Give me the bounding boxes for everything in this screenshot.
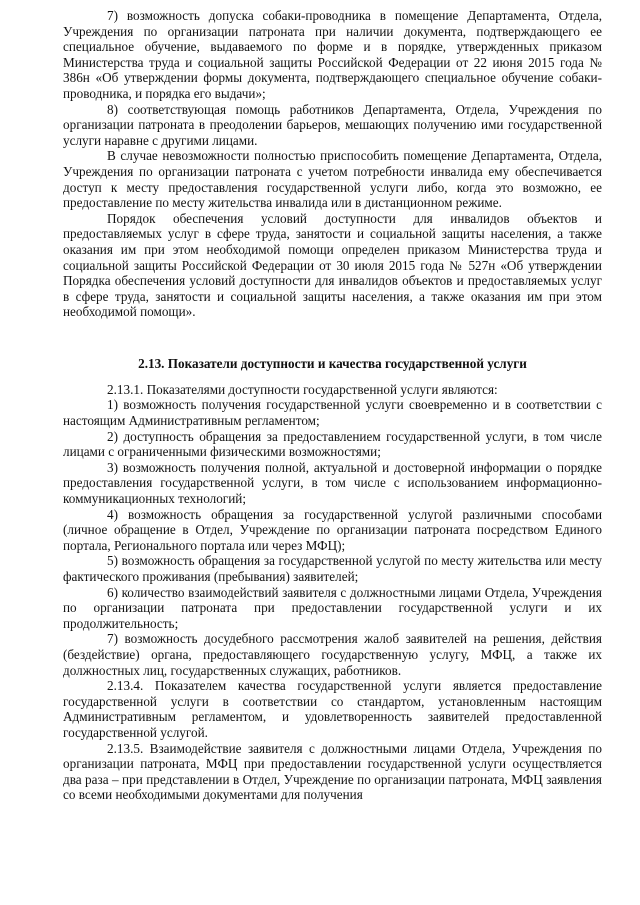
paragraph-premises-adaptation: В случае невозможности полностью приспособить помещение Департамента, Отдела, Учреждения по организации патроната с учетом потребности инвалида ему обеспечивается доступ к месту предоставления государственной услуги либо, когда это возможно, ее предоставление по месту жительства инвалида или в дистанционном режиме. [63, 148, 602, 211]
paragraph-accessibility-order: Порядок обеспечения условий доступности для инвалидов объектов и предоставляемых услуг в сфере труда, занятости и социальной защиты населения, а также оказания им при этом необходимой помощи определен приказом Министерства труда и социальной защиты Российской Федерации от 30 июля 2015 года № 527н «Об утверждении Порядка обеспечения условий доступности для инвалидов объектов и предоставляемых услуг в сфере труда, занятости и социальной защиты населения, а также оказания им при этом необходимой помощи». [63, 210, 602, 320]
paragraph-item-8-assistance: 8) соответствующая помощь работников Департамента, Отдела, Учреждения по организации патроната в преодолении барьеров, мешающих получению ими государственной услуги наравне с другими лицами. [63, 101, 602, 148]
paragraph-2-13-5: 2.13.5. Взаимодействие заявителя с должностными лицами Отдела, Учреждения по организации патроната, МФЦ при предоставлении государственной услуги осуществляется два раза – при представлении в Отдел, Учреждение по организации патроната, МФЦ заявления со всеми необходимыми документами для получения [63, 740, 602, 803]
section-heading: 2.13. Показатели доступности и качества государственной услуги [138, 355, 527, 371]
list-item-2: 2) доступность обращения за предоставлением государственной услуги, в том числе лицами с ограниченными физическими возможностями; [63, 428, 602, 460]
list-item-6: 6) количество взаимодействий заявителя с должностными лицами Отдела, Учреждения по организации патроната при предоставлении государственной услуги и их продолжительность; [63, 584, 602, 631]
paragraph-item-7-guide-dog: 7) возможность допуска собаки-проводника в помещение Департамента, Отдела, Учреждения по организации патроната при наличии документа, подтверждающего ее специальное обучение, выдаваемого по форме и в порядке, утвержденных приказом Министерства труда и социальной защиты Российской Федерации от 22 июня 2015 года № 386н «Об утверждении формы документа, подтверждающего специальное обучение собаки-проводника, и порядка его выдачи»; [63, 8, 602, 101]
list-item-3: 3) возможность получения полной, актуальной и достоверной информации о порядке предоставления государственной услуги, в том числе с использованием информационно-коммуникационных технологий; [63, 459, 602, 507]
list-item-5: 5) возможность обращения за государственной услугой по месту жительства или месту фактического проживания (пребывания) заявителей; [63, 553, 602, 584]
paragraph-2-13-1: 2.13.1. Показателями доступности государственной услуги являются: [107, 381, 498, 397]
list-item-1: 1) возможность получения государственной услуги своевременно и в соответствии с настоящим Административным регламентом; [63, 397, 602, 429]
list-item-4: 4) возможность обращения за государственной услугой различными способами (личное обращение в Отдел, Учреждение по организации патроната посредством Единого портала, Регионального портала или через МФЦ); [63, 506, 602, 553]
paragraph-2-13-4: 2.13.4. Показателем качества государственной услуги является предоставление государственной услуги в соответствии со стандартом, установленным настоящим Административным регламентом, и удовлетворенность заявителей предоставленной государственной услугой. [63, 678, 602, 740]
list-item-7: 7) возможность досудебного рассмотрения жалоб заявителей на решения, действия (бездействие) органа, предоставляющего государственную услугу, МФЦ, а также их должностных лиц, государственных служащих, работников. [63, 631, 602, 678]
